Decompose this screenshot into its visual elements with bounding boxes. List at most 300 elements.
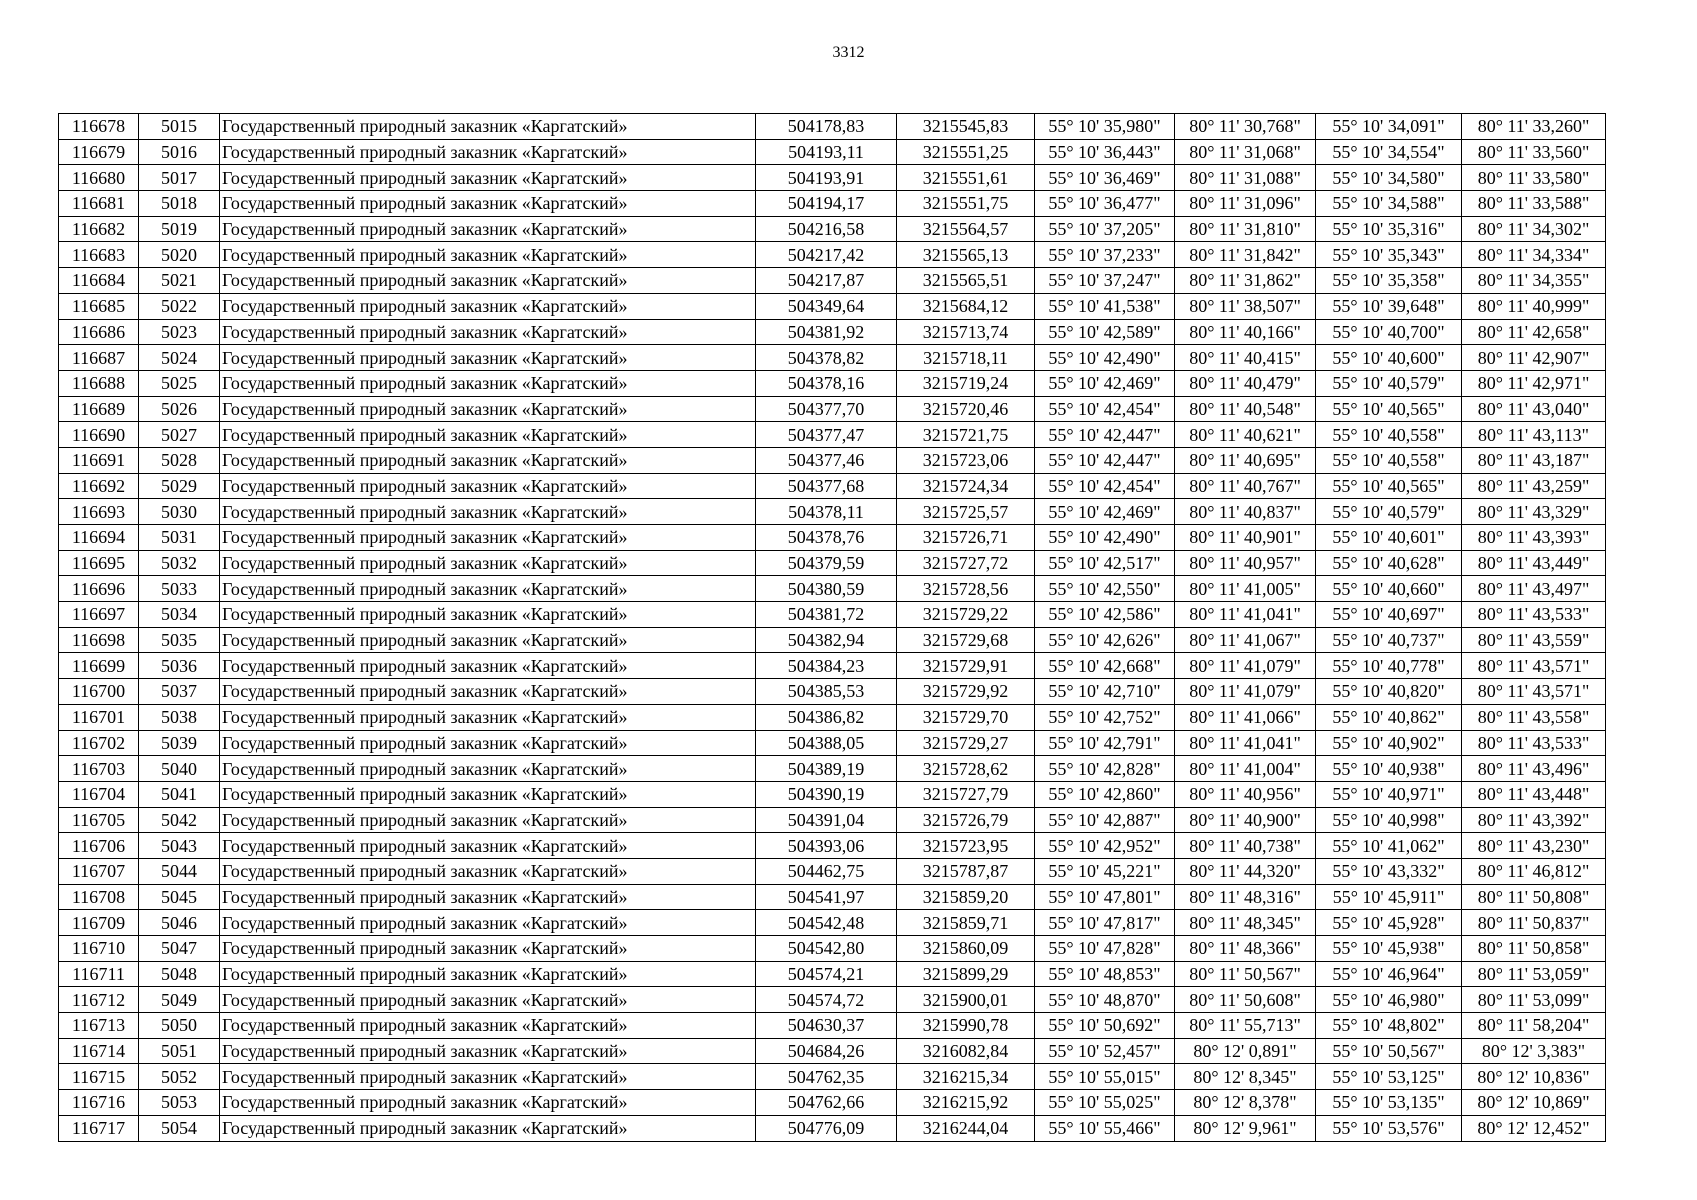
cell-lon2: 80° 11' 43,558" [1462,704,1606,730]
cell-lon1: 80° 11' 40,166" [1175,319,1316,345]
cell-lon1: 80° 12' 9,961" [1175,1115,1316,1141]
cell-name: Государственный природный заказник «Каргатский» [220,884,756,910]
cell-id: 116691 [59,447,139,473]
table-row [59,1115,1606,1141]
cell-lon2: 80° 11' 43,559" [1462,627,1606,653]
cell-lat2: 55° 10' 40,902" [1316,730,1462,756]
cell-point: 5029 [139,473,220,499]
cell-lat1: 55° 10' 42,469" [1035,370,1175,396]
table-row [59,1038,1606,1064]
table-row [59,936,1606,962]
cell-lat2: 55° 10' 45,928" [1316,910,1462,936]
cell-lat1: 55° 10' 42,454" [1035,473,1175,499]
table-row [59,165,1606,191]
cell-name: Государственный природный заказник «Каргатский» [220,165,756,191]
cell-x: 504391,04 [756,807,897,833]
cell-y: 3215727,79 [897,781,1035,807]
cell-y: 3215729,70 [897,704,1035,730]
cell-name: Государственный природный заказник «Каргатский» [220,756,756,782]
cell-x: 504217,42 [756,242,897,268]
cell-point: 5048 [139,961,220,987]
cell-y: 3216082,84 [897,1038,1035,1064]
cell-lon2: 80° 11' 42,658" [1462,319,1606,345]
cell-name: Государственный природный заказник «Каргатский» [220,781,756,807]
cell-lon1: 80° 11' 41,041" [1175,602,1316,628]
cell-lon2: 80° 11' 43,571" [1462,653,1606,679]
cell-name: Государственный природный заказник «Каргатский» [220,833,756,859]
cell-point: 5034 [139,602,220,628]
cell-lat1: 55° 10' 48,853" [1035,961,1175,987]
cell-id: 116685 [59,293,139,319]
cell-lon2: 80° 11' 46,812" [1462,858,1606,884]
cell-lat1: 55° 10' 41,538" [1035,293,1175,319]
cell-id: 116688 [59,370,139,396]
cell-lon2: 80° 11' 43,259" [1462,473,1606,499]
cell-id: 116697 [59,602,139,628]
cell-lat1: 55° 10' 36,469" [1035,165,1175,191]
cell-y: 3215721,75 [897,422,1035,448]
cell-lat1: 55° 10' 37,247" [1035,268,1175,294]
cell-y: 3215859,71 [897,910,1035,936]
cell-y: 3215729,92 [897,679,1035,705]
cell-y: 3215729,27 [897,730,1035,756]
cell-x: 504377,70 [756,396,897,422]
cell-lon1: 80° 11' 41,079" [1175,653,1316,679]
cell-lat2: 55° 10' 40,820" [1316,679,1462,705]
cell-x: 504630,37 [756,1013,897,1039]
cell-point: 5028 [139,447,220,473]
cell-x: 504393,06 [756,833,897,859]
cell-name: Государственный природный заказник «Каргатский» [220,473,756,499]
cell-lat2: 55° 10' 53,576" [1316,1115,1462,1141]
table-row [59,114,1606,140]
cell-x: 504542,80 [756,936,897,962]
table-row [59,1013,1606,1039]
cell-lon2: 80° 11' 43,113" [1462,422,1606,448]
cell-lat1: 55° 10' 42,791" [1035,730,1175,756]
cell-id: 116704 [59,781,139,807]
cell-lon1: 80° 11' 31,068" [1175,139,1316,165]
cell-lat2: 55° 10' 34,091" [1316,114,1462,140]
cell-lat2: 55° 10' 46,964" [1316,961,1462,987]
cell-name: Государственный природный заказник «Каргатский» [220,525,756,551]
table-row [59,293,1606,319]
cell-y: 3215900,01 [897,987,1035,1013]
cell-lat1: 55° 10' 42,668" [1035,653,1175,679]
cell-name: Государственный природный заказник «Каргатский» [220,447,756,473]
cell-lon1: 80° 11' 31,096" [1175,191,1316,217]
cell-point: 5041 [139,781,220,807]
cell-lon1: 80° 11' 50,567" [1175,961,1316,987]
cell-x: 504574,72 [756,987,897,1013]
cell-lat1: 55° 10' 42,710" [1035,679,1175,705]
cell-x: 504388,05 [756,730,897,756]
cell-x: 504382,94 [756,627,897,653]
cell-x: 504193,91 [756,165,897,191]
cell-point: 5017 [139,165,220,191]
cell-lon1: 80° 12' 0,891" [1175,1038,1316,1064]
cell-lon2: 80° 11' 33,588" [1462,191,1606,217]
cell-x: 504389,19 [756,756,897,782]
cell-point: 5054 [139,1115,220,1141]
cell-lon2: 80° 11' 42,971" [1462,370,1606,396]
cell-lat1: 55° 10' 42,887" [1035,807,1175,833]
cell-x: 504384,23 [756,653,897,679]
cell-lon1: 80° 11' 48,316" [1175,884,1316,910]
cell-point: 5018 [139,191,220,217]
cell-y: 3215565,13 [897,242,1035,268]
cell-name: Государственный природный заказник «Каргатский» [220,268,756,294]
cell-x: 504381,92 [756,319,897,345]
cell-name: Государственный природный заказник «Каргатский» [220,114,756,140]
cell-lat1: 55° 10' 42,517" [1035,550,1175,576]
cell-point: 5019 [139,216,220,242]
table-row [59,499,1606,525]
cell-x: 504378,76 [756,525,897,551]
cell-lon1: 80° 11' 40,479" [1175,370,1316,396]
cell-lon2: 80° 11' 50,808" [1462,884,1606,910]
table-row [59,242,1606,268]
cell-name: Государственный природный заказник «Каргатский» [220,139,756,165]
cell-lat1: 55° 10' 42,447" [1035,447,1175,473]
cell-y: 3215726,79 [897,807,1035,833]
table-row [59,525,1606,551]
cell-point: 5049 [139,987,220,1013]
cell-point: 5015 [139,114,220,140]
cell-lon1: 80° 11' 41,005" [1175,576,1316,602]
cell-lon1: 80° 11' 44,320" [1175,858,1316,884]
cell-lat2: 55° 10' 39,648" [1316,293,1462,319]
table-row [59,858,1606,884]
cell-y: 3216215,34 [897,1064,1035,1090]
cell-point: 5036 [139,653,220,679]
cell-id: 116716 [59,1090,139,1116]
cell-lat1: 55° 10' 55,025" [1035,1090,1175,1116]
cell-lat2: 55° 10' 53,125" [1316,1064,1462,1090]
cell-id: 116706 [59,833,139,859]
cell-id: 116683 [59,242,139,268]
cell-point: 5051 [139,1038,220,1064]
cell-lon2: 80° 11' 33,260" [1462,114,1606,140]
table-row [59,961,1606,987]
cell-lon2: 80° 11' 43,571" [1462,679,1606,705]
cell-id: 116714 [59,1038,139,1064]
cell-lon1: 80° 11' 55,713" [1175,1013,1316,1039]
cell-name: Государственный природный заказник «Каргатский» [220,704,756,730]
cell-y: 3215718,11 [897,345,1035,371]
cell-name: Государственный природный заказник «Каргатский» [220,345,756,371]
cell-id: 116717 [59,1115,139,1141]
cell-id: 116707 [59,858,139,884]
table-row [59,1090,1606,1116]
cell-name: Государственный природный заказник «Каргатский» [220,858,756,884]
cell-id: 116680 [59,165,139,191]
cell-lon1: 80° 11' 41,067" [1175,627,1316,653]
cell-lon2: 80° 11' 53,099" [1462,987,1606,1013]
cell-name: Государственный природный заказник «Каргатский» [220,370,756,396]
cell-id: 116699 [59,653,139,679]
cell-lat2: 55° 10' 40,565" [1316,473,1462,499]
cell-id: 116698 [59,627,139,653]
cell-point: 5039 [139,730,220,756]
cell-y: 3215860,09 [897,936,1035,962]
cell-name: Государственный природный заказник «Каргатский» [220,319,756,345]
cell-point: 5044 [139,858,220,884]
cell-x: 504684,26 [756,1038,897,1064]
cell-point: 5030 [139,499,220,525]
table-row [59,987,1606,1013]
cell-y: 3215787,87 [897,858,1035,884]
cell-lon2: 80° 11' 40,999" [1462,293,1606,319]
cell-point: 5021 [139,268,220,294]
cell-lat2: 55° 10' 53,135" [1316,1090,1462,1116]
cell-lon2: 80° 11' 43,393" [1462,525,1606,551]
cell-x: 504378,11 [756,499,897,525]
cell-lat1: 55° 10' 42,828" [1035,756,1175,782]
cell-x: 504379,59 [756,550,897,576]
table-row [59,268,1606,294]
cell-lat2: 55° 10' 40,628" [1316,550,1462,576]
cell-lon1: 80° 11' 40,767" [1175,473,1316,499]
cell-id: 116705 [59,807,139,833]
cell-point: 5038 [139,704,220,730]
cell-point: 5043 [139,833,220,859]
cell-lat2: 55° 10' 40,565" [1316,396,1462,422]
cell-name: Государственный природный заказник «Каргатский» [220,191,756,217]
cell-lat1: 55° 10' 50,692" [1035,1013,1175,1039]
cell-y: 3215990,78 [897,1013,1035,1039]
table-row [59,345,1606,371]
cell-y: 3215728,62 [897,756,1035,782]
cell-lat1: 55° 10' 42,752" [1035,704,1175,730]
cell-lat2: 55° 10' 40,579" [1316,370,1462,396]
table-row [59,1064,1606,1090]
cell-lon2: 80° 11' 34,334" [1462,242,1606,268]
cell-lat1: 55° 10' 42,952" [1035,833,1175,859]
cell-point: 5022 [139,293,220,319]
cell-id: 116686 [59,319,139,345]
cell-x: 504762,35 [756,1064,897,1090]
cell-id: 116687 [59,345,139,371]
cell-lat2: 55° 10' 40,778" [1316,653,1462,679]
cell-name: Государственный природный заказник «Каргатский» [220,679,756,705]
cell-point: 5020 [139,242,220,268]
cell-name: Государственный природный заказник «Каргатский» [220,910,756,936]
cell-y: 3215545,83 [897,114,1035,140]
cell-point: 5047 [139,936,220,962]
cell-lat1: 55° 10' 42,589" [1035,319,1175,345]
cell-lon2: 80° 11' 43,449" [1462,550,1606,576]
cell-id: 116711 [59,961,139,987]
cell-lon2: 80° 12' 10,869" [1462,1090,1606,1116]
cell-lon1: 80° 11' 31,842" [1175,242,1316,268]
table-row [59,473,1606,499]
cell-point: 5037 [139,679,220,705]
cell-point: 5042 [139,807,220,833]
cell-lon1: 80° 11' 41,004" [1175,756,1316,782]
cell-lat1: 55° 10' 42,550" [1035,576,1175,602]
cell-y: 3215713,74 [897,319,1035,345]
cell-lon1: 80° 11' 50,608" [1175,987,1316,1013]
cell-lon1: 80° 11' 40,695" [1175,447,1316,473]
cell-id: 116708 [59,884,139,910]
cell-x: 504349,64 [756,293,897,319]
cell-lon2: 80° 11' 58,204" [1462,1013,1606,1039]
cell-y: 3215723,95 [897,833,1035,859]
cell-lon2: 80° 11' 33,580" [1462,165,1606,191]
cell-point: 5045 [139,884,220,910]
cell-name: Государственный природный заказник «Каргатский» [220,1013,756,1039]
cell-lat2: 55° 10' 35,316" [1316,216,1462,242]
cell-lat2: 55° 10' 40,998" [1316,807,1462,833]
cell-x: 504378,82 [756,345,897,371]
table-row [59,884,1606,910]
cell-lat1: 55° 10' 55,015" [1035,1064,1175,1090]
cell-y: 3215729,91 [897,653,1035,679]
cell-x: 504380,59 [756,576,897,602]
cell-x: 504194,17 [756,191,897,217]
cell-lat2: 55° 10' 40,700" [1316,319,1462,345]
cell-x: 504377,47 [756,422,897,448]
cell-lat1: 55° 10' 52,457" [1035,1038,1175,1064]
cell-y: 3216215,92 [897,1090,1035,1116]
cell-lon2: 80° 11' 43,230" [1462,833,1606,859]
cell-name: Государственный природный заказник «Каргатский» [220,987,756,1013]
cell-point: 5033 [139,576,220,602]
cell-y: 3215551,61 [897,165,1035,191]
cell-lat1: 55° 10' 35,980" [1035,114,1175,140]
cell-y: 3215564,57 [897,216,1035,242]
cell-lat1: 55° 10' 36,477" [1035,191,1175,217]
table-row [59,550,1606,576]
cell-point: 5031 [139,525,220,551]
cell-name: Государственный природный заказник «Каргатский» [220,293,756,319]
cell-lon1: 80° 11' 48,345" [1175,910,1316,936]
cell-y: 3215719,24 [897,370,1035,396]
cell-lat2: 55° 10' 34,580" [1316,165,1462,191]
cell-lon2: 80° 12' 3,383" [1462,1038,1606,1064]
cell-lon1: 80° 11' 31,810" [1175,216,1316,242]
cell-lon2: 80° 11' 43,040" [1462,396,1606,422]
cell-lat1: 55° 10' 47,817" [1035,910,1175,936]
cell-x: 504462,75 [756,858,897,884]
cell-x: 504386,82 [756,704,897,730]
cell-lon1: 80° 11' 40,900" [1175,807,1316,833]
cell-point: 5032 [139,550,220,576]
table-row [59,602,1606,628]
cell-y: 3215859,20 [897,884,1035,910]
cell-x: 504390,19 [756,781,897,807]
cell-lat2: 55° 10' 40,660" [1316,576,1462,602]
cell-id: 116694 [59,525,139,551]
cell-y: 3215727,72 [897,550,1035,576]
cell-id: 116681 [59,191,139,217]
cell-name: Государственный природный заказник «Каргатский» [220,396,756,422]
table-row [59,447,1606,473]
cell-id: 116690 [59,422,139,448]
cell-name: Государственный природный заказник «Каргатский» [220,422,756,448]
cell-x: 504762,66 [756,1090,897,1116]
cell-id: 116696 [59,576,139,602]
cell-lat2: 55° 10' 34,554" [1316,139,1462,165]
cell-id: 116682 [59,216,139,242]
cell-y: 3215724,34 [897,473,1035,499]
cell-y: 3215899,29 [897,961,1035,987]
cell-id: 116715 [59,1064,139,1090]
cell-id: 116712 [59,987,139,1013]
cell-name: Государственный природный заказник «Каргатский» [220,730,756,756]
cell-y: 3215565,51 [897,268,1035,294]
cell-id: 116713 [59,1013,139,1039]
cell-lat1: 55° 10' 48,870" [1035,987,1175,1013]
cell-id: 116693 [59,499,139,525]
cell-x: 504541,97 [756,884,897,910]
cell-lon2: 80° 11' 53,059" [1462,961,1606,987]
cell-x: 504776,09 [756,1115,897,1141]
cell-lat1: 55° 10' 42,860" [1035,781,1175,807]
table-row [59,807,1606,833]
cell-lon1: 80° 11' 40,837" [1175,499,1316,525]
cell-lon2: 80° 11' 43,329" [1462,499,1606,525]
cell-lon2: 80° 11' 43,496" [1462,756,1606,782]
cell-name: Государственный природный заказник «Каргатский» [220,936,756,962]
cell-lat1: 55° 10' 42,447" [1035,422,1175,448]
cell-name: Государственный природный заказник «Каргатский» [220,1115,756,1141]
cell-y: 3215684,12 [897,293,1035,319]
cell-name: Государственный природный заказник «Каргатский» [220,576,756,602]
cell-lon2: 80° 11' 43,448" [1462,781,1606,807]
cell-lon1: 80° 11' 40,901" [1175,525,1316,551]
cell-lon1: 80° 11' 41,079" [1175,679,1316,705]
cell-lon1: 80° 11' 40,738" [1175,833,1316,859]
cell-lon2: 80° 12' 12,452" [1462,1115,1606,1141]
cell-lat2: 55° 10' 35,358" [1316,268,1462,294]
cell-lat2: 55° 10' 45,911" [1316,884,1462,910]
cell-lat2: 55° 10' 40,737" [1316,627,1462,653]
cell-point: 5023 [139,319,220,345]
cell-lat1: 55° 10' 42,490" [1035,525,1175,551]
cell-point: 5026 [139,396,220,422]
cell-y: 3215726,71 [897,525,1035,551]
cell-point: 5040 [139,756,220,782]
cell-point: 5024 [139,345,220,371]
cell-point: 5035 [139,627,220,653]
cell-lat2: 55° 10' 40,558" [1316,447,1462,473]
cell-x: 504178,83 [756,114,897,140]
cell-lat2: 55° 10' 41,062" [1316,833,1462,859]
cell-id: 116684 [59,268,139,294]
cell-y: 3215728,56 [897,576,1035,602]
table-row [59,910,1606,936]
cell-lon1: 80° 11' 40,621" [1175,422,1316,448]
table-row [59,679,1606,705]
cell-lat2: 55° 10' 40,938" [1316,756,1462,782]
table-row [59,139,1606,165]
table-row [59,191,1606,217]
cell-lat1: 55° 10' 42,490" [1035,345,1175,371]
cell-y: 3215723,06 [897,447,1035,473]
cell-lon2: 80° 12' 10,836" [1462,1064,1606,1090]
cell-lat2: 55° 10' 50,567" [1316,1038,1462,1064]
cell-lon1: 80° 11' 40,956" [1175,781,1316,807]
cell-lat2: 55° 10' 40,579" [1316,499,1462,525]
table-row [59,833,1606,859]
cell-lon1: 80° 11' 31,088" [1175,165,1316,191]
cell-id: 116700 [59,679,139,705]
cell-id: 116701 [59,704,139,730]
cell-lat1: 55° 10' 55,466" [1035,1115,1175,1141]
cell-id: 116709 [59,910,139,936]
